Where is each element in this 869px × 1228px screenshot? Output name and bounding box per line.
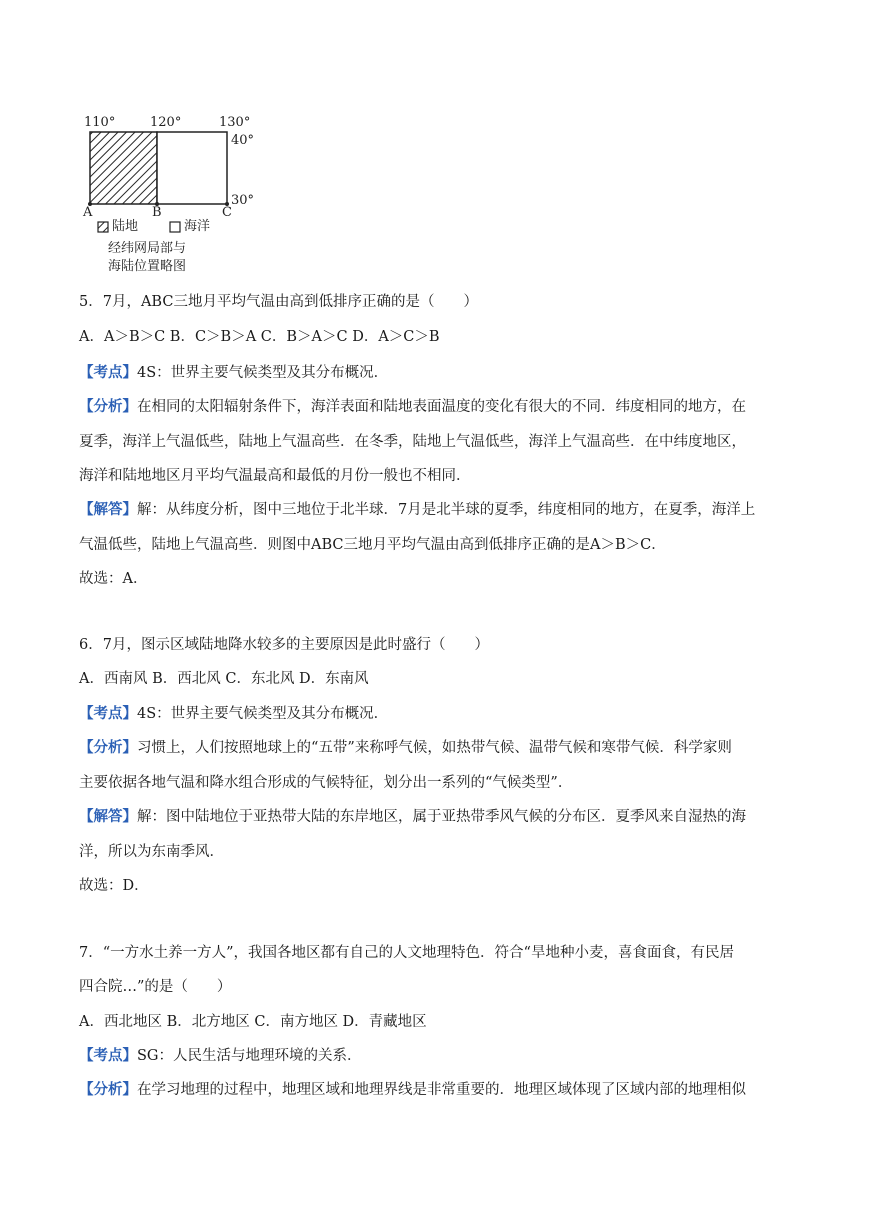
kaodian-tag: 【考点】 [79, 705, 137, 722]
jieda-text: 解：从纬度分析，图中三地位于北半球．7月是北半球的夏季，纬度相同的地方，在夏季，海洋上 [137, 502, 756, 518]
q7-stem-line1: 7．“一方水土养一方人”，我国各地区都有自己的人文地理特色．符合“旱地种小麦，喜食面食，有民居 [79, 945, 734, 961]
fenxi-text: 在学习地理的过程中，地理区域和地理界线是非常重要的．地理区域体现了区域内部的地理相似 [137, 1082, 746, 1098]
lon-label-110: 110° [84, 115, 116, 130]
q7-fenxi-line1 [79, 1080, 746, 1100]
ocean-area [157, 132, 227, 204]
jieda-tag: 【解答】 [79, 501, 137, 518]
legend-ocean-icon [170, 222, 180, 232]
q6-options: A．西南风 B．西北风 C．东北风 D．东南风 [79, 671, 369, 687]
legend-land-icon [98, 222, 108, 232]
legend-land-label: 陆地 [112, 219, 139, 234]
q7-kaodian [79, 1046, 362, 1066]
land-area [90, 132, 157, 204]
figure-caption-line2: 海陆位置略图 [108, 259, 187, 274]
q6-kaodian [79, 704, 388, 724]
fenxi-tag: 【分析】 [79, 1081, 137, 1098]
kaodian-text: SG：人民生活与地理环境的关系． [137, 1048, 362, 1064]
q7-stem-line2: 四合院…”的是（ ） [79, 979, 232, 995]
q5-options: A．A＞B＞C B．C＞B＞A C．B＞A＞C D．A＞C＞B [79, 329, 440, 345]
q6-jieda-line1 [79, 807, 746, 827]
q5-fenxi-line1 [79, 397, 746, 417]
q5-stem: 5．7月，ABC三地月平均气温由高到低排序正确的是（ ） [79, 294, 478, 310]
lon-label-120: 120° [150, 115, 182, 130]
legend-ocean-label: 海洋 [184, 219, 211, 234]
figure-caption-line1: 经纬网局部与 [108, 241, 187, 256]
fenxi-text: 在相同的太阳辐射条件下，海洋表面和陆地表面温度的变化有很大的不同．纬度相同的地方，在 [137, 399, 746, 415]
q6-jieda-line2: 洋，所以为东南季风． [79, 844, 224, 860]
map-figure [78, 112, 263, 280]
q5-fenxi-line2: 夏季，海洋上气温低些，陆地上气温高些．在冬季，陆地上气温低些，海洋上气温高些．在中纬度地区， [79, 434, 746, 450]
fenxi-tag: 【分析】 [79, 398, 137, 415]
fenxi-text: 习惯上，人们按照地球上的“五带”来称呼气候，如热带气候、温带气候和寒带气候．科学家则 [137, 740, 732, 756]
q6-fenxi-line1 [79, 738, 732, 758]
lat-label-40: 40° [231, 133, 255, 148]
lon-label-130: 130° [219, 115, 251, 130]
q6-fenxi-line2: 主要依据各地气温和降水组合形成的气候特征，划分出一系列的“气候类型”． [79, 775, 573, 791]
q6-answer: 故选：D． [79, 878, 149, 894]
kaodian-text: 4S：世界主要气候类型及其分布概况． [137, 365, 389, 381]
point-label-c: C [222, 205, 232, 220]
q7-options: A．西北地区 B．北方地区 C．南方地区 D．青藏地区 [79, 1014, 427, 1030]
q5-kaodian [79, 363, 388, 383]
q6-stem: 6．7月，图示区域陆地降水较多的主要原因是此时盛行（ ） [79, 637, 489, 653]
q5-fenxi-line3: 海洋和陆地地区月平均气温最高和最低的月份一般也不相同． [79, 468, 471, 484]
point-label-a: A [83, 205, 93, 220]
kaodian-text: 4S：世界主要气候类型及其分布概况． [137, 706, 389, 722]
lat-label-30: 30° [231, 193, 255, 208]
q5-answer: 故选：A． [79, 571, 148, 587]
q5-jieda-line1 [79, 500, 755, 520]
q5-jieda-line2: 气温低些，陆地上气温高些．则图中ABC三地月平均气温由高到低排序正确的是A＞B＞C． [79, 537, 666, 553]
jieda-tag: 【解答】 [79, 808, 137, 825]
point-label-b: B [152, 205, 162, 220]
kaodian-tag: 【考点】 [79, 364, 137, 381]
jieda-text: 解：图中陆地位于亚热带大陆的东岸地区，属于亚热带季风气候的分布区．夏季风来自湿热的海 [137, 809, 746, 825]
kaodian-tag: 【考点】 [79, 1047, 137, 1064]
fenxi-tag: 【分析】 [79, 739, 137, 756]
